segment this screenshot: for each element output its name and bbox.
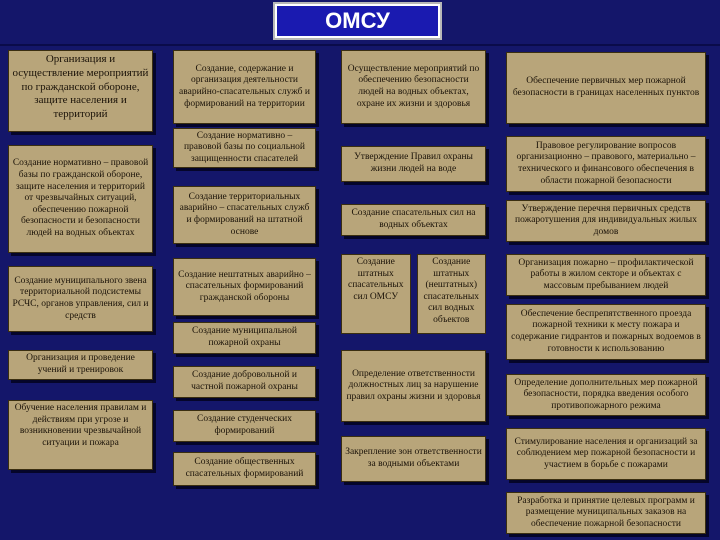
col2-item: Создание общественных спасательных формирований <box>173 452 316 486</box>
col3-pair-right: Создание штатных (нештатных) спасательных сил водных объектов <box>417 254 487 334</box>
col3-pair-left: Создание штатных спасательных сил ОМСУ <box>341 254 411 334</box>
col1-item: Организация и проведение учений и тренировок <box>8 350 153 380</box>
col4-item: Разработка и принятие целевых программ и размещение муниципальных заказов на обеспечение пожарной безопасности <box>506 492 706 534</box>
col3-item: Определение ответственности должностных лиц за нарушение правил охраны жизни и здоровья <box>341 350 486 422</box>
col1-item: Организация и осуществление мероприятий по гражданской обороне, защите населения и территорий <box>8 50 153 132</box>
col2-item: Создание территориальных аварийно – спасательных служб и формирований на штатной основе <box>173 186 316 244</box>
col4-item: Правовое регулирование вопросов организационно – правового, материально – технического и финансового обеспечения в области пожарной безопасности <box>506 136 706 192</box>
col3-item: Создание спасательных сил на водных объектах <box>341 204 486 236</box>
col2-item: Создание добровольной и частной пожарной охраны <box>173 366 316 398</box>
col4-item: Определение дополнительных мер пожарной безопасности, порядка введения особого противопожарного режима <box>506 374 706 416</box>
col3-item: Утверждение Правил охраны жизни людей на воде <box>341 146 486 182</box>
col2-item: Создание, содержание и организация деятельности аварийно-спасательных служб и формирований на территории <box>173 50 316 124</box>
col1-item: Обучение населения правилам и действиям при угрозе и возникновении чрезвычайной ситуации и пожара <box>8 400 153 470</box>
col2-item: Создание муниципальной пожарной охраны <box>173 322 316 354</box>
col4-item: Обеспечение первичных мер пожарной безопасности в границах населенных пунктов <box>506 52 706 124</box>
col1-item: Создание нормативно – правовой базы по гражданской обороне, защите населения и территорий от чрезвычайных ситуаций, обеспечению пожарной безопасности и безопасности людей на водных объектах <box>8 145 153 253</box>
col2-item: Создание нормативно – правовой базы по социальной защищенности спасателей <box>173 128 316 168</box>
col4-item: Обеспечение беспрепятственного проезда пожарной техники к месту пожара и содержание гидрантов и пожарных водоемов в готовности к использованию <box>506 304 706 360</box>
col4-item: Утверждение перечня первичных средств пожаротушения для индивидуальных жилых домов <box>506 200 706 242</box>
col1-item: Создание муниципального звена территориальной подсистемы РСЧС, органов управления, сил и средств <box>8 266 153 332</box>
col3-item: Осуществление мероприятий по обеспечению безопасности людей на водных объектах, охране их жизни и здоровья <box>341 50 486 124</box>
col4-item: Организация пожарно – профилактической работы в жилом секторе и объектах с массовым пребыванием людей <box>506 254 706 296</box>
col2-item: Создание нештатных аварийно – спасательных формирований гражданской обороны <box>173 258 316 316</box>
header-divider <box>0 44 720 46</box>
col3-item: Закрепление зон ответственности за водными объектами <box>341 436 486 482</box>
diagram-title: ОМСУ <box>275 4 440 38</box>
col2-item: Создание студенческих формирований <box>173 410 316 442</box>
col3-pair <box>341 254 486 334</box>
col4-item: Стимулирование населения и организаций за соблюдением мер пожарной безопасности и участием в борьбе с пожарами <box>506 428 706 480</box>
